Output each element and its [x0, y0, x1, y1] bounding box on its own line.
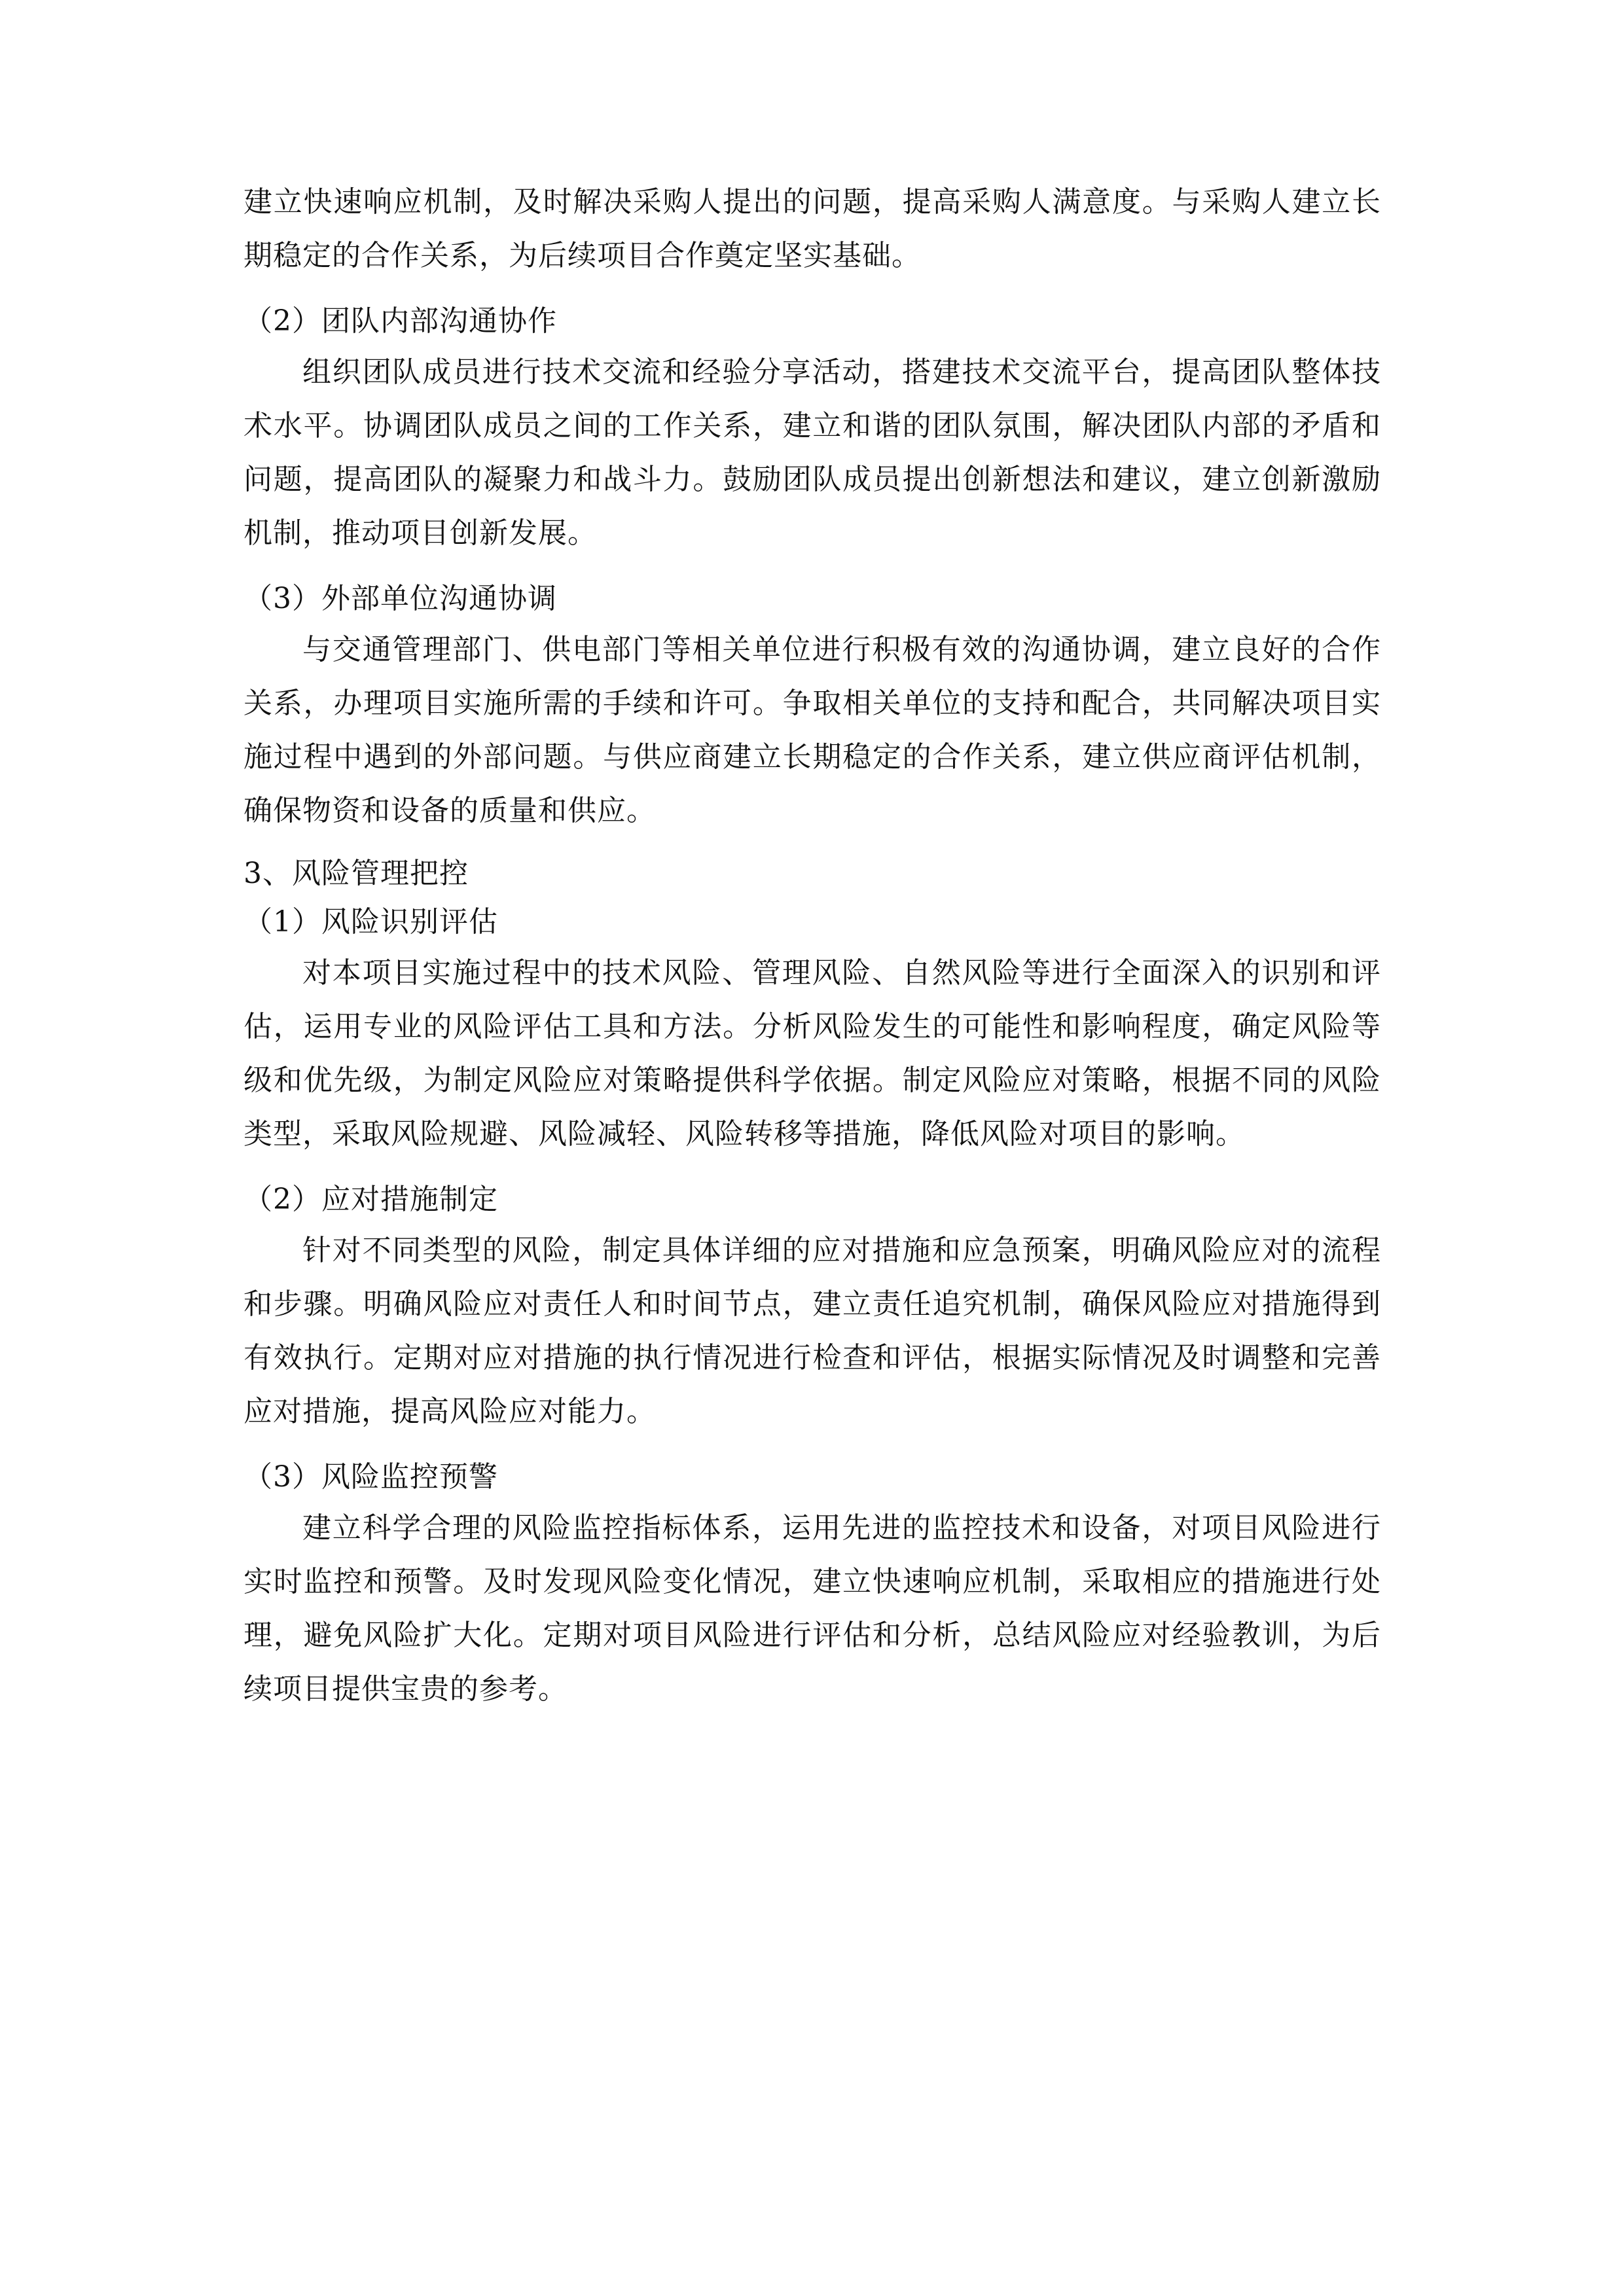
paragraph-risk-monitoring: 建立科学合理的风险监控指标体系，运用先进的监控技术和设备，对项目风险进行实时监控和预警。及时发现风险变化情况，建立快速响应机制，采取相应的措施进行处理，避免风险扩大化。定期对项目风险进行评估和分析，总结风险应对经验教训，为后续项目提供宝贵的参考。 [244, 1511, 1381, 1706]
subheading-external-coordination: （3）外部单位沟通协调 [244, 582, 557, 615]
section-heading-risk-management: 3、风险管理把控 [244, 857, 469, 890]
paragraph-procurement-response: 建立快速响应机制，及时解决采购人提出的问题，提高采购人满意度。与采购人建立长期稳定的合作关系，为后续项目合作奠定坚实基础。 [244, 185, 1381, 272]
subheading-risk-identification: （1）风险识别评估 [244, 905, 498, 939]
subheading-risk-monitoring: （3）风险监控预警 [244, 1460, 498, 1494]
subheading-team-communication: （2）团队内部沟通协作 [244, 304, 557, 338]
paragraph-risk-identification: 对本项目实施过程中的技术风险、管理风险、自然风险等进行全面深入的识别和评估，运用专业的风险评估工具和方法。分析风险发生的可能性和影响程度，确定风险等级和优先级，为制定风险应对策略提供科学依据。制定风险应对策略，根据不同的风险类型，采取风险规避、风险减轻、风险转移等措施，降低风险对项目的影响。 [244, 956, 1381, 1151]
subheading-response-measures: （2）应对措施制定 [244, 1183, 498, 1216]
paragraph-external-coordination: 与交通管理部门、供电部门等相关单位进行积极有效的沟通协调，建立良好的合作关系，办理项目实施所需的手续和许可。争取相关单位的支持和配合，共同解决项目实施过程中遇到的外部问题。与供应商建立长期稳定的合作关系，建立供应商评估机制，确保物资和设备的质量和供应。 [244, 633, 1381, 827]
paragraph-team-communication: 组织团队成员进行技术交流和经验分享活动，搭建技术交流平台，提高团队整体技术水平。协调团队成员之间的工作关系，建立和谐的团队氛围，解决团队内部的矛盾和问题，提高团队的凝聚力和战斗力。鼓励团队成员提出创新想法和建议，建立创新激励机制，推动项目创新发展。 [244, 355, 1381, 550]
paragraph-response-measures: 针对不同类型的风险，制定具体详细的应对措施和应急预案，明确风险应对的流程和步骤。明确风险应对责任人和时间节点，建立责任追究机制，确保风险应对措施得到有效执行。定期对应对措施的执行情况进行检查和评估，根据实际情况及时调整和完善应对措施，提高风险应对能力。 [244, 1234, 1381, 1428]
document-body [244, 175, 1381, 1716]
